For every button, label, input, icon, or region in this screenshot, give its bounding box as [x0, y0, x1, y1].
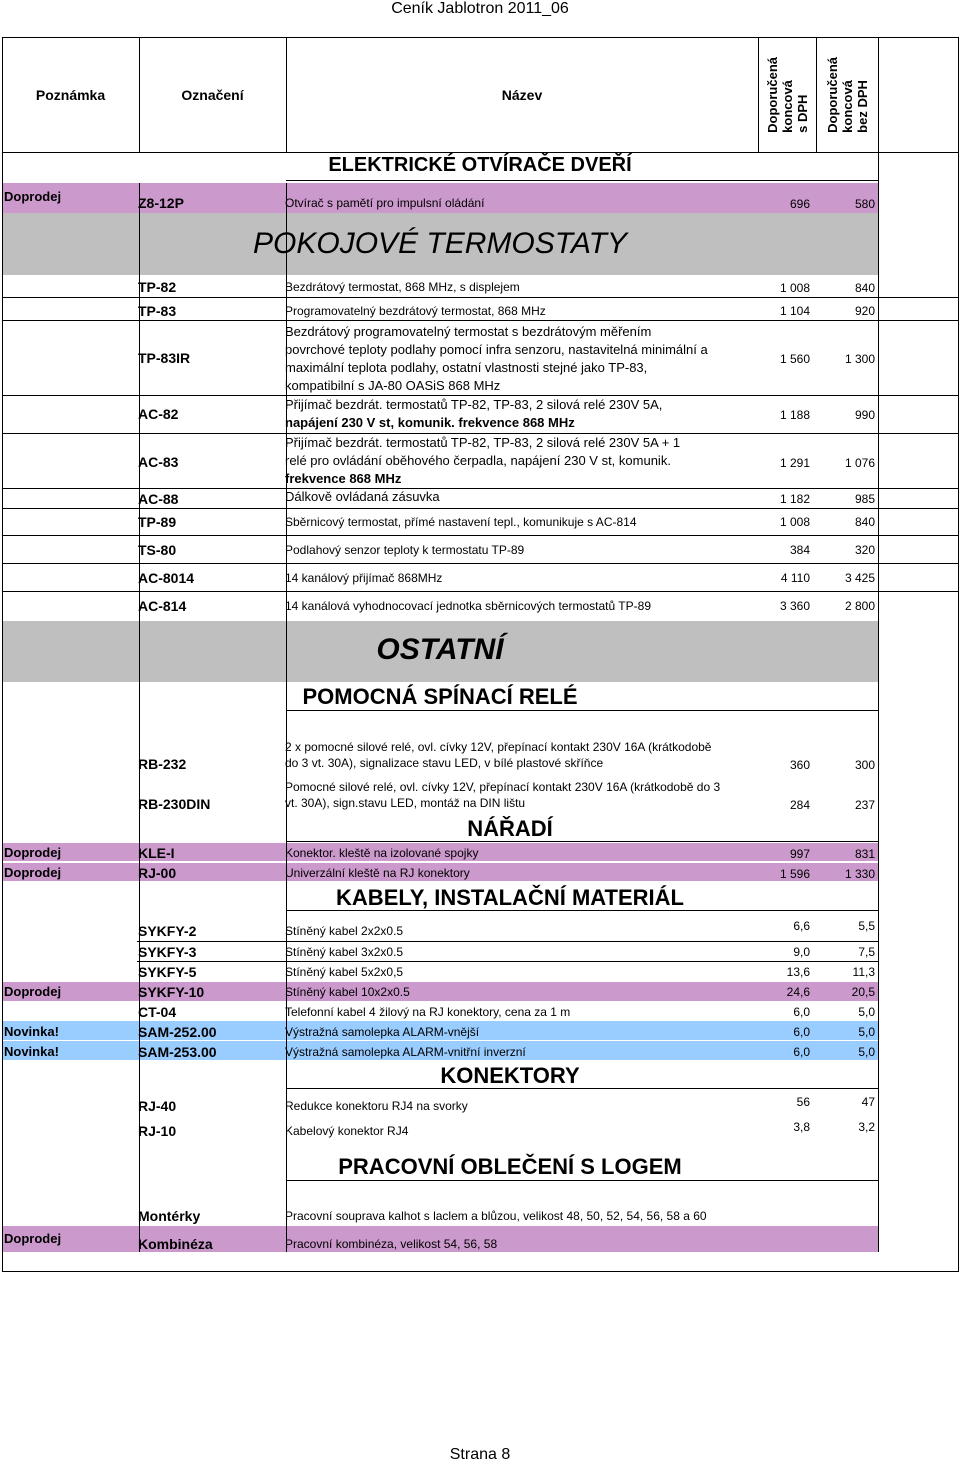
product-description: Výstražná samolepka ALARM-vnitřní inverzní	[285, 1045, 526, 1059]
price-with-vat: 6,0	[793, 1045, 810, 1059]
product-code: SAM-253.00	[138, 1044, 217, 1060]
product-description: Konektor. kleště na izolované spojky	[285, 846, 479, 860]
price-with-vat: 9,0	[793, 945, 810, 959]
product-code: AC-8014	[138, 570, 195, 586]
product-description: Kabelový konektor RJ4	[285, 1124, 409, 1138]
section-heading-room-thermostats: POKOJOVÉ TERMOSTATY	[253, 227, 627, 260]
product-code: Montérky	[138, 1208, 201, 1224]
product-code: AC-83	[138, 454, 179, 470]
product-description: 14 kanálová vyhodnocovací jednotka sběrnicových termostatů TP-89	[285, 599, 651, 613]
price-with-vat: 1 008	[779, 281, 810, 295]
price-without-vat: 2 800	[844, 599, 875, 613]
section-heading-auxiliary-relays: POMOCNÁ SPÍNACÍ RELÉ	[302, 684, 578, 709]
price-with-vat: 56	[796, 1095, 810, 1109]
product-description: Stíněný kabel 10x2x0.5	[285, 985, 410, 999]
product-code: SYKFY-2	[138, 923, 197, 939]
price-without-vat: 3 425	[844, 571, 875, 585]
column-divider	[878, 153, 879, 1252]
product-description: Otvírač s pamětí pro impulsní oládání	[285, 196, 485, 210]
product-code: RJ-40	[138, 1098, 177, 1114]
price-without-vat: 7,5	[858, 945, 875, 959]
price-with-vat: 6,6	[793, 919, 810, 933]
col-code-header: Označení	[181, 87, 244, 103]
col-price-vat-header: Doporučená koncová s DPH	[764, 57, 810, 133]
price-with-vat: 1 182	[779, 492, 810, 506]
page-number: Strana 8	[449, 1446, 511, 1463]
product-description: Stíněný kabel 2x2x0.5	[285, 924, 404, 938]
price-without-vat: 920	[854, 304, 875, 318]
product-code: AC-88	[138, 491, 179, 507]
product-code: KLE-I	[138, 845, 175, 861]
product-code: SYKFY-10	[138, 984, 205, 1000]
price-without-vat: 580	[854, 197, 875, 211]
price-with-vat: 3 360	[779, 599, 810, 613]
price-without-vat: 5,5	[858, 919, 875, 933]
price-with-vat: 997	[789, 847, 810, 861]
product-code: TP-83	[138, 303, 177, 319]
price-with-vat: 1 008	[779, 515, 810, 529]
price-with-vat: 6,0	[793, 1005, 810, 1019]
product-description: Pomocné silové relé, ovl. cívky 12V, přepínací kontakt 230V 16A (krátkodobě do 3 vt. 30A), sign.stavu LED, montáž na DIN lištu	[285, 780, 721, 810]
price-without-vat: 11,3	[852, 965, 875, 979]
section-heading-cables: KABELY, INSTALAČNÍ MATERIÁL	[336, 885, 684, 910]
price-without-vat: 47	[861, 1095, 875, 1109]
product-code: RB-232	[138, 756, 187, 772]
product-description: Pracovní souprava kalhot s laclem a blůzou, velikost 48, 50, 52, 54, 56, 58 a 60	[285, 1209, 707, 1223]
price-without-vat: 985	[854, 492, 875, 506]
price-without-vat: 840	[854, 281, 875, 295]
column-divider	[286, 183, 287, 1252]
price-with-vat: 24,6	[786, 985, 810, 999]
product-description: Telefonní kabel 4 žilový na RJ konektory, cena za 1 m	[285, 1005, 571, 1019]
price-without-vat: 1 076	[844, 456, 875, 470]
price-without-vat: 5,0	[858, 1025, 875, 1039]
product-code: Kombinéza	[138, 1236, 213, 1252]
row-note: Novinka!	[4, 1044, 59, 1059]
product-description: Pracovní kombinéza, velikost 54, 56, 58	[285, 1237, 498, 1251]
product-code: TS-80	[138, 542, 177, 558]
price-with-vat: 1 104	[779, 304, 810, 318]
product-code: Z8-12P	[138, 195, 184, 211]
row-note: Doprodej	[4, 845, 62, 860]
product-code: TP-89	[138, 514, 177, 530]
row-note: Doprodej	[4, 865, 62, 880]
price-without-vat: 20,5	[851, 985, 875, 999]
price-without-vat: 5,0	[858, 1045, 875, 1059]
price-without-vat: 5,0	[858, 1005, 875, 1019]
row-highlight	[3, 982, 878, 1001]
price-with-vat: 696	[789, 197, 810, 211]
price-with-vat: 384	[789, 543, 810, 557]
section-heading-workwear: PRACOVNÍ OBLEČENÍ S LOGEM	[338, 1154, 682, 1179]
product-code: RB-230DIN	[138, 796, 211, 812]
section-heading-tools: NÁŘADÍ	[467, 816, 553, 841]
product-description: Stíněný kabel 5x2x0,5	[285, 965, 404, 979]
product-code: TP-82	[138, 279, 177, 295]
col-name-header: Název	[501, 87, 543, 103]
price-with-vat: 284	[789, 798, 810, 812]
product-code: CT-04	[138, 1004, 177, 1020]
col-price-novat-header: Doporučená koncová bez DPH	[824, 57, 870, 133]
table-header	[2, 37, 959, 153]
product-description: Programovatelný bezdrátový termostat, 868 MHz	[285, 304, 546, 318]
price-without-vat: 300	[854, 758, 875, 772]
product-description: Přijímač bezdrát. termostatů TP-82, TP-83, 2 silová relé 230V 5A + 1 relé pro ovládání oběhového čerpadla, napájení 230 V st, komunik. frekvence 868 MHz	[285, 435, 681, 486]
section-heading-other: OSTATNÍ	[376, 633, 504, 666]
product-code: SYKFY-3	[138, 944, 197, 960]
price-without-vat: 831	[854, 847, 875, 861]
product-code: TP-83IR	[138, 350, 191, 366]
row-note: Novinka!	[4, 1024, 59, 1039]
price-without-vat: 990	[854, 408, 875, 422]
product-code: SAM-252.00	[138, 1024, 217, 1040]
price-with-vat: 13,6	[786, 965, 810, 979]
product-description: Bezdrátový programovatelný termostat s bezdrátovým měřením povrchové teploty podlahy pomocí infra senzoru, nastavitelná minimální a maximální teplota podlahy, ostatní vlastnosti stejné jako TP-83, kompatibilní s JA-80 OASiS 868 MHz	[285, 324, 708, 393]
price-with-vat: 1 560	[779, 352, 810, 366]
product-code: SYKFY-5	[138, 964, 197, 980]
price-without-vat: 320	[854, 543, 875, 557]
product-description: Redukce konektoru RJ4 na svorky	[285, 1099, 468, 1113]
price-without-vat: 1 330	[844, 867, 875, 881]
col-note-header: Poznámka	[35, 87, 106, 103]
product-description: Univerzální kleště na RJ konektory	[285, 866, 470, 880]
product-code: AC-814	[138, 598, 187, 614]
product-code: AC-82	[138, 406, 179, 422]
page-title: Ceník Jablotron 2011_06	[391, 0, 569, 17]
product-description: Dálkově ovládaná zásuvka	[285, 489, 440, 504]
product-description: Přijímač bezdrát. termostatů TP-82, TP-83, 2 silová relé 230V 5A, napájení 230 V st, komunik. frekvence 868 MHz	[285, 397, 663, 430]
price-with-vat: 360	[789, 758, 810, 772]
product-description: 14 kanálový přijímač 868MHz	[285, 571, 443, 585]
product-code: RJ-00	[138, 865, 177, 881]
product-description: Sběrnicový termostat, přímé nastavení tepl., komunikuje s AC-814	[285, 515, 637, 529]
product-description: Stíněný kabel 3x2x0.5	[285, 945, 404, 959]
row-note: Doprodej	[4, 1231, 62, 1246]
price-with-vat: 3,8	[793, 1120, 810, 1134]
section-heading-door-openers: ELEKTRICKÉ OTVÍRAČE DVEŘÍ	[328, 154, 632, 176]
price-with-vat: 1 596	[779, 867, 810, 881]
section-heading-connectors: KONEKTORY	[440, 1063, 580, 1088]
column-divider	[139, 183, 140, 1252]
price-without-vat: 3,2	[858, 1120, 875, 1134]
price-with-vat: 1 291	[779, 456, 810, 470]
price-without-vat: 1 300	[844, 352, 875, 366]
price-without-vat: 840	[854, 515, 875, 529]
price-with-vat: 1 188	[779, 408, 810, 422]
product-description: 2 x pomocné silové relé, ovl. cívky 12V, přepínací kontakt 230V 16A (krátkodobě do 3 vt. 30A), signalizace stavu LED, v bílé plastové skříňce	[285, 740, 712, 770]
price-with-vat: 6,0	[793, 1025, 810, 1039]
product-code: RJ-10	[138, 1123, 177, 1139]
product-description: Bezdrátový termostat, 868 MHz, s displejem	[285, 280, 520, 294]
product-description: Podlahový senzor teploty k termostatu TP-89	[285, 543, 525, 557]
price-without-vat: 237	[854, 798, 875, 812]
product-description: Výstražná samolepka ALARM-vnější	[285, 1025, 480, 1039]
row-note: Doprodej	[4, 984, 62, 999]
row-note: Doprodej	[4, 189, 62, 204]
price-with-vat: 4 110	[780, 571, 810, 585]
